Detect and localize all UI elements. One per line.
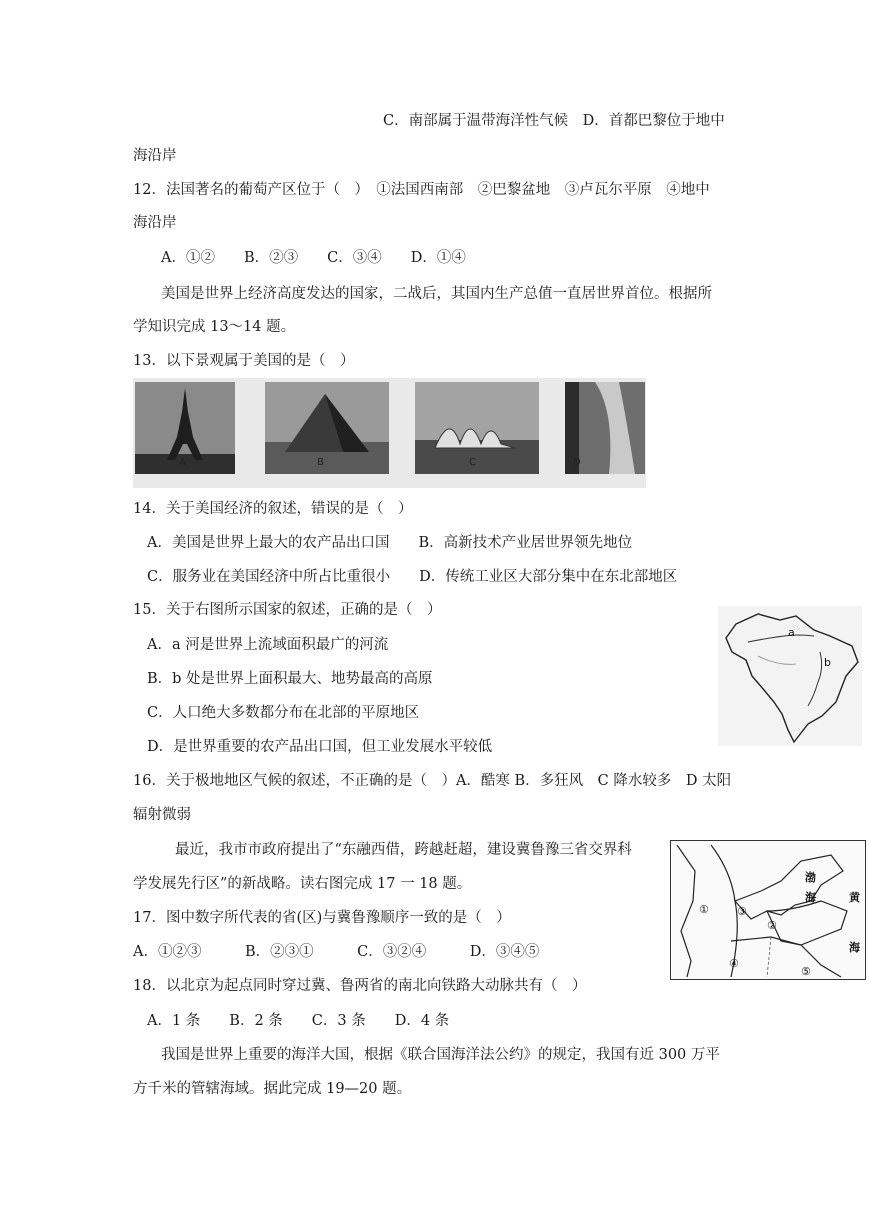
region-2-label: ② [767,919,777,932]
q15-option-d: D．是世界重要的农产品出口国，但工业发展水平较低 [147,739,493,755]
q14-stem: 14．关于美国经济的叙述，错误的是（ ） [133,501,413,517]
intro-sea: 我国是世界上重要的海洋大国，根据《联合国海洋法公约》的规定，我国有近 300 万平 [161,1047,720,1063]
q11-option-cd-cont: 海沿岸 [133,148,177,164]
q16-stem: 16．关于极地地区气候的叙述，不正确的是（ ）A．酷寒 B．多狂风 C 降水较多 D 太阳 [133,773,732,789]
region-1-label: ① [699,903,709,916]
landscape-photos [133,378,646,488]
q16-stem-cont: 辐射微弱 [133,807,191,823]
photo-label-b: B [317,457,324,468]
brazil-map [718,606,862,746]
intro-us: 美国是世界上经济高度发达的国家，二战后，其国内生产总值一直居世界首位。根据所 [161,286,712,302]
yellow-sea-char-1: 黄 [849,891,860,904]
q12-stem-cont: 海沿岸 [133,215,177,231]
region-5-label: ⑤ [801,965,811,978]
q12-options: A．①② B．②③ C．③④ D．①④ [161,250,466,266]
eiffel-tower-photo [135,382,235,474]
region-3-label: ③ [737,905,747,918]
q14-options-ab: A．美国是世界上最大的农产品出口国 B．高新技术产业居世界领先地位 [147,535,633,551]
intro-region: 最近，我市市政府提出了“东融西借，跨越赶超，建设冀鲁豫三省交界科 [175,842,632,858]
photo-label-c: C [469,457,476,468]
waterfall-geyser-photo [565,382,645,474]
photo-label-a: A [179,457,186,468]
q12-stem: 12．法国著名的葡萄产区位于（ ） ①法国西南部 ②巴黎盆地 ③卢瓦尔平原 ④地中 [133,182,710,198]
bohai-char-1: 渤 [805,871,816,884]
q13-stem: 13．以下景观属于美国的是（ ） [133,353,355,369]
yellow-sea-char-2: 海 [849,941,860,954]
sydney-opera-house-photo [415,382,539,474]
intro-us-cont: 学知识完成 13～14 题。 [133,319,296,335]
bohai-char-2: 海 [805,891,816,904]
q17-stem: 17．图中数字所代表的省(区)与冀鲁豫顺序一致的是（ ） [133,910,511,926]
intro-region-cont: 学发展先行区”的新战略。读右图完成 17 一 18 题。 [133,876,472,892]
q15-option-a: A．a 河是世界上流域面积最广的河流 [147,637,389,653]
q15-option-c: C．人口绝大多数都分布在北部的平原地区 [147,705,420,721]
q15-option-b: B．b 处是世界上面积最大、地势最高的高原 [147,671,433,687]
q14-options-cd: C．服务业在美国经济中所占比重很小 D．传统工业区大部分集中在东北部地区 [147,569,678,585]
pyramid-photo [265,382,389,474]
q18-options: A．1 条 B．2 条 C．3 条 D．4 条 [147,1013,450,1029]
q11-option-cd: C．南部属于温带海洋性气候 D．首都巴黎位于地中 [383,113,725,129]
plateau-b-label: b [824,656,831,669]
q15-stem: 15．关于右图所示国家的叙述，正确的是（ ） [133,602,442,618]
region-4-label: ④ [729,957,739,970]
photo-label-d: D [573,457,581,468]
river-a-label: a [788,626,795,639]
intro-sea-cont: 方千米的管辖海域。据此完成 19—20 题。 [133,1081,412,1097]
q18-stem: 18．以北京为起点同时穿过冀、鲁两省的南北向铁路大动脉共有（ ） [133,978,587,994]
q17-options: A．①②③ B．②③① C．③②④ D．③④⑤ [133,944,540,960]
china-region-map [670,840,866,980]
